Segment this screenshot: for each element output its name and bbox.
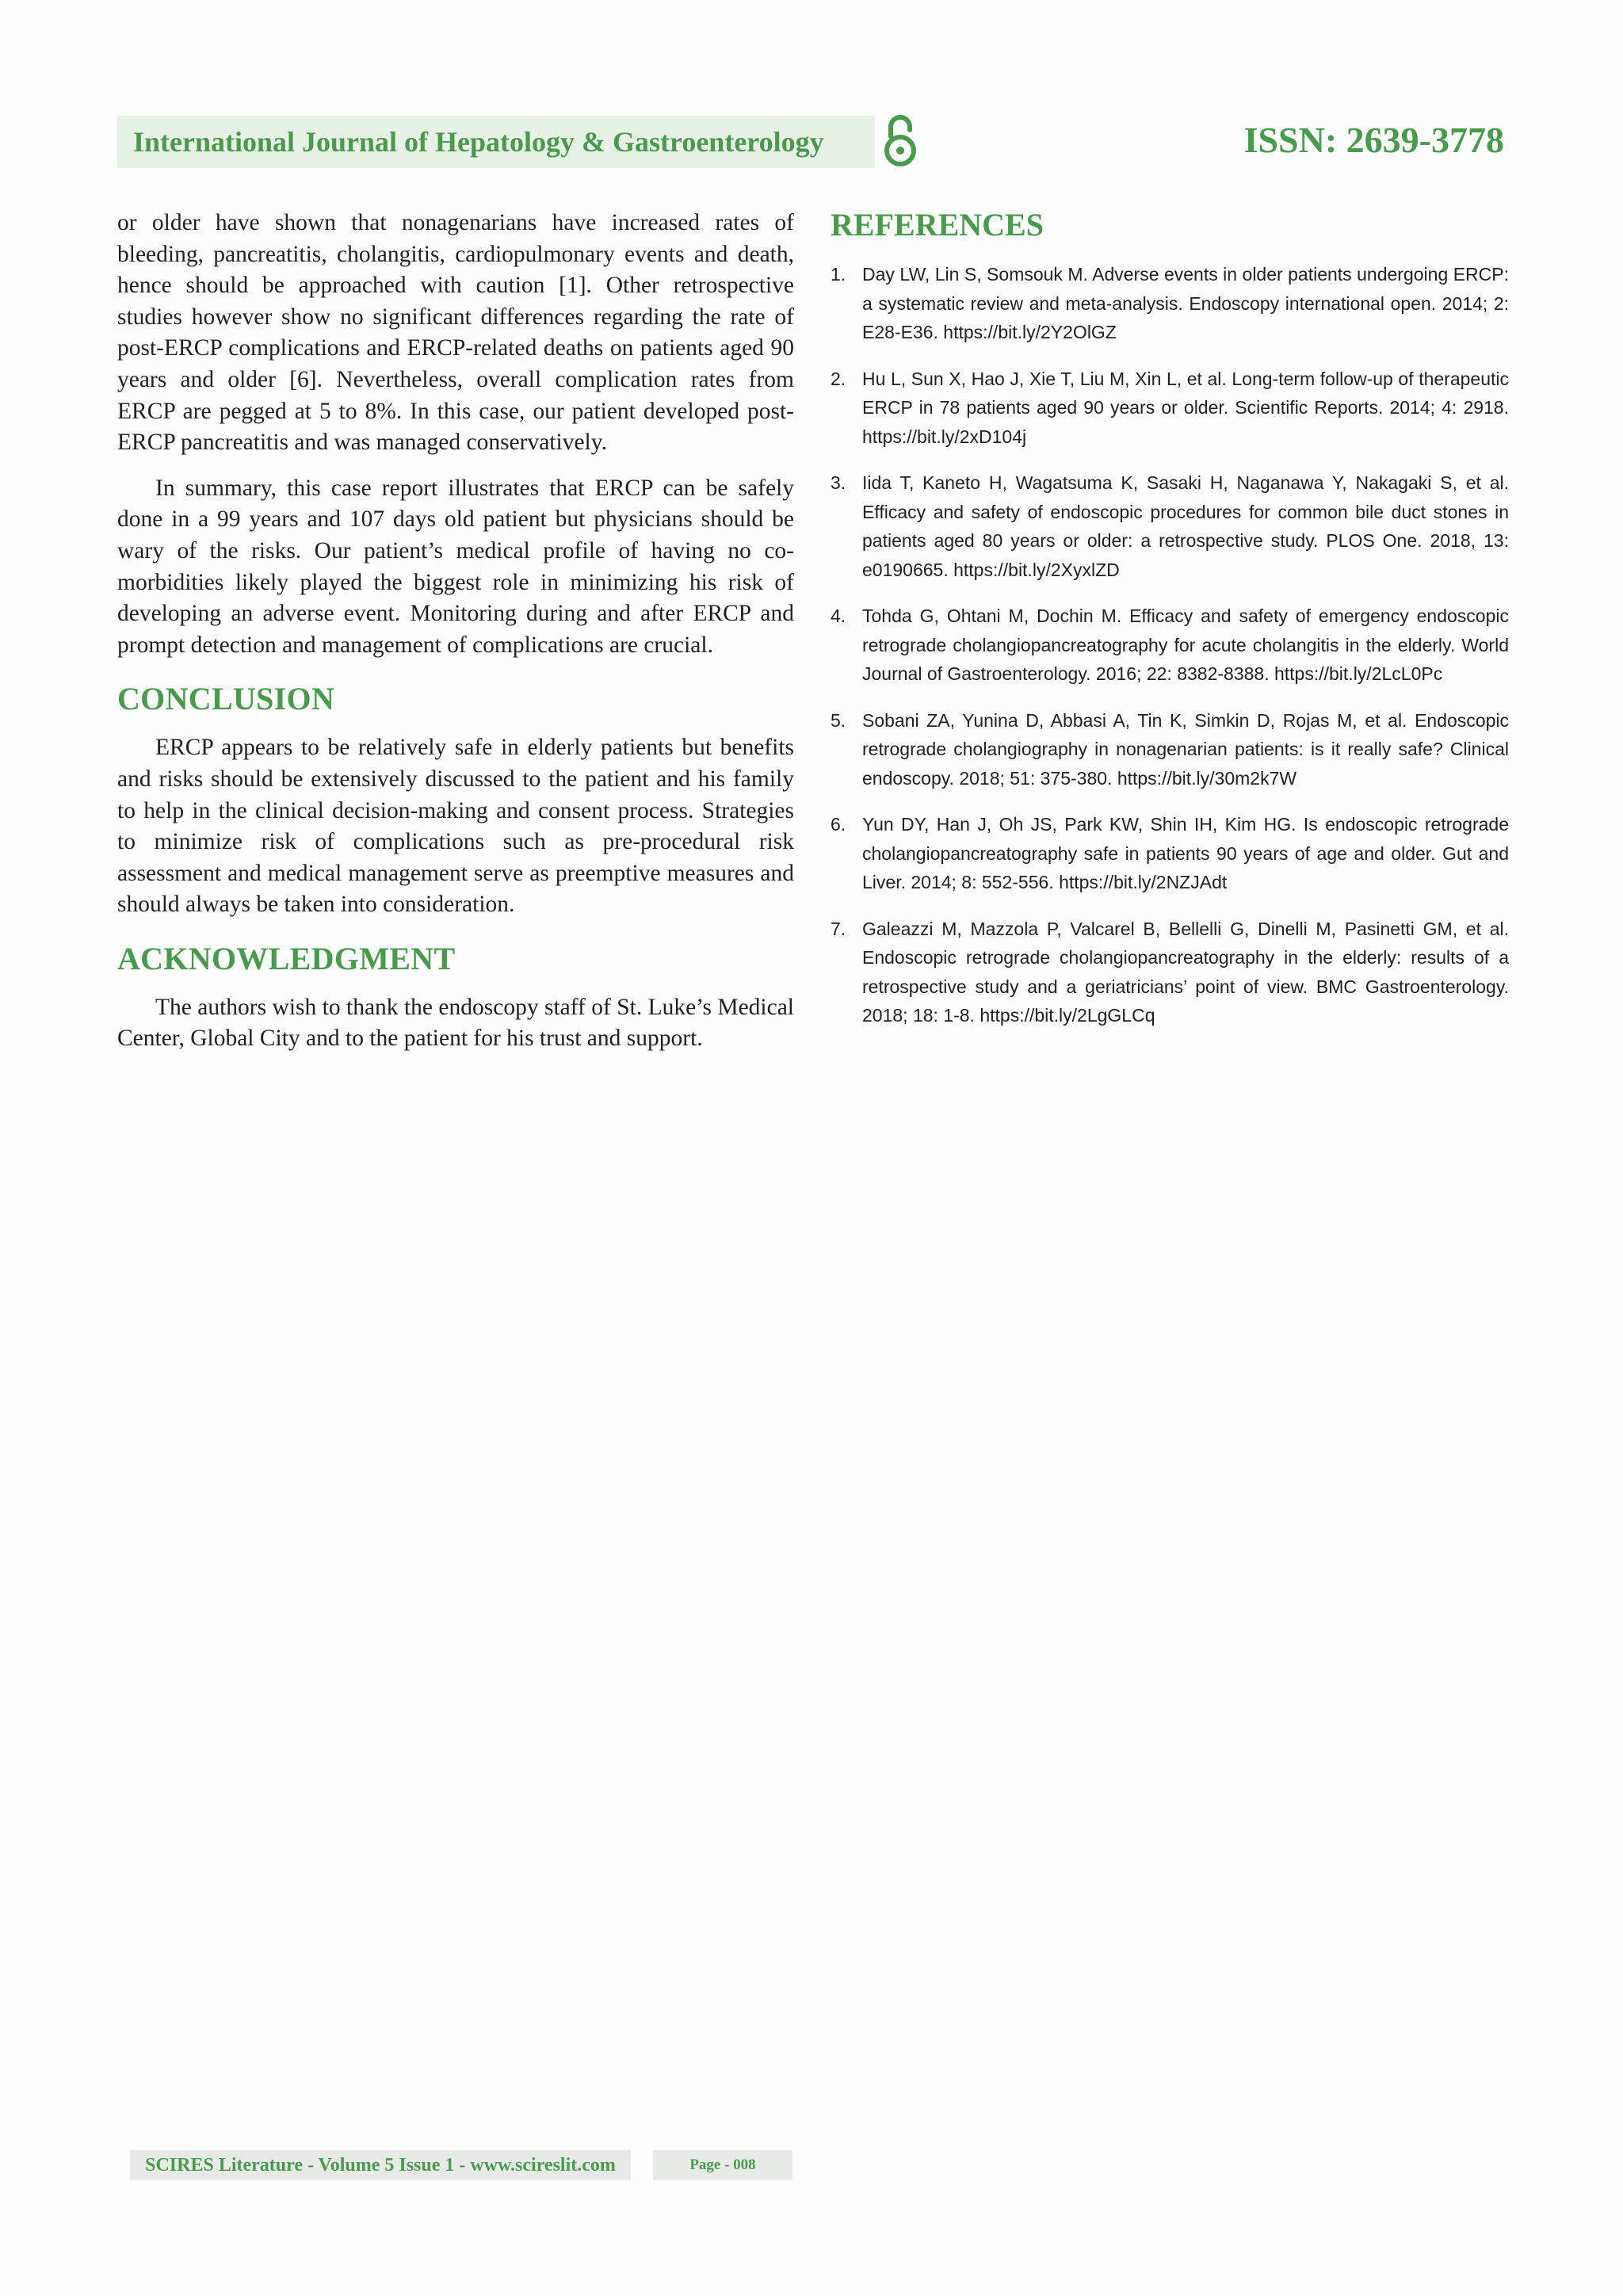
reference-text: Tohda G, Ohtani M, Dochin M. Efficacy and safety of emergency endoscopic retrograde cholangiopancreatography for acute cholangitis in the elderly. World Journal of Gastroenterology. 2016; 22: 8382-8388. https://bit.ly/2LcL0Pc [862, 606, 1509, 684]
reference-number: 6. [831, 814, 846, 835]
reference-number: 3. [831, 472, 846, 493]
reference-text: Sobani ZA, Yunina D, Abbasi A, Tin K, Simkin D, Rojas M, et al. Endoscopic retrograde cholangiography in nonagenarian patients: is it really safe? Clinical endoscopy. 2018; 51: 375-380. https://bit.ly/30m2k7W [862, 709, 1509, 789]
conclusion-heading: CONCLUSION [117, 681, 335, 717]
reference-text: Galeazzi M, Mazzola P, Valcarel B, Bellelli G, Dinelli M, Pasinetti GM, et al. Endoscopic retrograde cholangiopancreatography in the elderly: results of a retrospective study and a geriatricians’ point of view. BMC Gastroenterology. 2018; 18: 1-8. https://bit.ly/2LgGLCq [862, 918, 1509, 1026]
left-column [117, 208, 794, 1069]
reference-number: 7. [831, 918, 846, 939]
reference-number: 1. [831, 264, 846, 285]
body-paragraph-summary: In summary, this case report illustrates that ERCP can be safely done in a 99 years and 107 days old patient but physicians should be wary of the risks. Our patient’s medical profile of having no co-morbidities likely played the biggest role in minimizing his risk of developing an adverse event. Monitoring during and after ERCP and prompt detection and management of complications are crucial. [117, 475, 794, 658]
body-paragraph: or older have shown that nonagenarians have increased rates of bleeding, pancreatitis, cholangitis, cardiopulmonary events and death, hence should be approached with caution [1]. Other retrospective studies however show no significant differences regarding the rate of post-ERCP complications and ERCP-related deaths on patients aged 90 years and older [6]. Nevertheless, overall complication rates from ERCP are pegged at 5 to 8%. In this case, our patient developed post-ERCP pancreatitis and was managed conservatively. [117, 210, 794, 456]
acknowledgment-heading: ACKNOWLEDGMENT [117, 940, 456, 976]
footer-journal-info [130, 2150, 631, 2180]
reference-text: Iida T, Kaneto H, Wagatsuma K, Sasaki H, Naganawa Y, Nakagaki S, et al. Efficacy and safety of endoscopic procedures for common bile duct stones in patients aged 80 years or older: a retrospective study. PLOS One. 2018, 13: e0190665. https://bit.ly/2XyxlZD [862, 472, 1509, 580]
reference-text: Yun DY, Han J, Oh JS, Park KW, Shin IH, Kim HG. Is endoscopic retrograde cholangiopancreatography safe in patients 90 years of age and older. Gut and Liver. 2014; 8: 552-556. https://bit.ly/2NZJAdt [862, 814, 1509, 892]
references-heading: REFERENCES [831, 207, 1044, 243]
journal-title: International Journal of Hepatology & Gastroenterology [133, 126, 824, 158]
reference-item [831, 468, 1509, 584]
reference-text: Day LW, Lin S, Somsouk M. Adverse events in older patients undergoing ERCP: a systematic review and meta-analysis. Endoscopy international open. 2014; 2: E28-E36. https://bit.ly/2Y2OlGZ [862, 264, 1509, 342]
reference-item [831, 260, 1509, 347]
reference-text: Hu L, Sun X, Hao J, Xie T, Liu M, Xin L, et al. Long-term follow-up of therapeutic ERCP in 78 patients aged 90 years or older. Scientific Reports. 2014; 4: 2918. https://bit.ly/2xD104j [862, 368, 1509, 447]
issn: ISSN: 2639-3778 [1243, 120, 1504, 160]
reference-number: 5. [831, 709, 846, 731]
conclusion-paragraph: ERCP appears to be relatively safe in elderly patients but benefits and risks should be extensively discussed to the patient and his family to help in the clinical decision-making and consent process. Strategies to minimize risk of complications such as pre-procedural risk assessment and medical management serve as preemptive measures and should always be taken into consideration. [117, 735, 794, 918]
reference-item [831, 810, 1509, 897]
reference-number: 4. [831, 606, 846, 626]
reference-item [831, 602, 1509, 689]
reference-number: 2. [831, 368, 846, 389]
footer-page-number [653, 2150, 792, 2180]
reference-item [831, 915, 1509, 1030]
open-access-lock-icon [881, 113, 919, 170]
page-number: Page - 008 [689, 2157, 756, 2173]
footer-text: SCIRES Literature - Volume 5 Issue 1 - www.scireslit.com [145, 2154, 616, 2176]
acknowledgment-paragraph: The authors wish to thank the endoscopy staff of St. Luke’s Medical Center, Global City and to the patient for his trust and support. [117, 994, 794, 1052]
right-column [831, 208, 1509, 1048]
reference-list [831, 260, 1509, 1030]
reference-item [831, 365, 1509, 452]
reference-item [831, 706, 1509, 793]
journal-title-banner [117, 116, 875, 168]
